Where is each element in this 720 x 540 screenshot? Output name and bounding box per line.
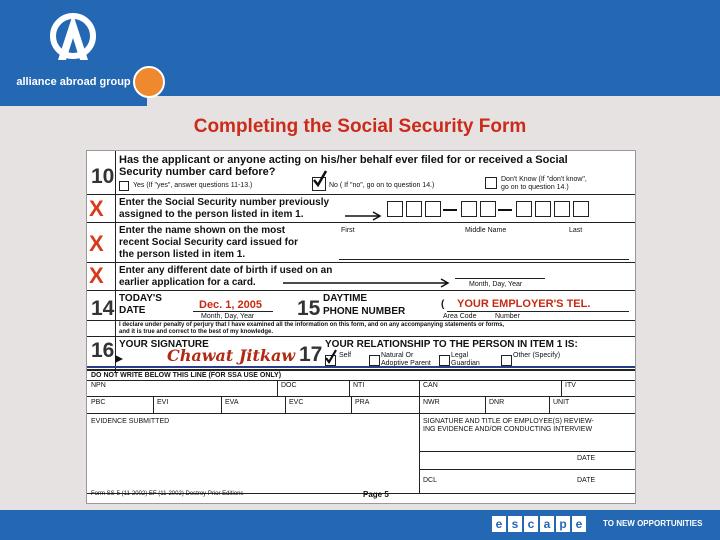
q15-label: PHONE NUMBER: [323, 306, 406, 317]
q15-paren: (: [441, 299, 445, 310]
todays-date-value[interactable]: Dec. 1, 2005: [199, 299, 262, 311]
office-cell-npn: NPN: [91, 382, 106, 389]
checkmark-icon: [324, 349, 338, 365]
cell-divider: [561, 380, 562, 396]
escape-letter: p: [556, 516, 570, 532]
q11-text: Enter the Social Security number previously: [119, 197, 330, 208]
row-divider: [87, 222, 635, 223]
employee-signature-label: ING EVIDENCE AND/OR CONDUCTING INTERVIEW: [423, 426, 593, 433]
q13-text: earlier application for a card.: [119, 277, 256, 288]
q10-question: Security number card before?: [119, 166, 276, 178]
office-cell-pbc: PBC: [91, 399, 106, 406]
q17-self-label: Self: [339, 352, 352, 359]
row-divider: [87, 380, 635, 381]
q12-middle-caption: Middle Name: [465, 227, 507, 234]
q16-number: 16: [91, 339, 115, 362]
office-cell-itv: ITV: [565, 382, 576, 389]
q17-number: 17: [299, 343, 323, 366]
cell-divider: [485, 396, 486, 413]
q12-text: recent Social Security card issued for: [119, 237, 298, 248]
q17-parent-label: Adoptive Parent: [381, 360, 431, 367]
page-title: Completing the Social Security Form: [193, 116, 527, 137]
phone-number-value[interactable]: YOUR EMPLOYER'S TEL.: [457, 298, 591, 310]
office-cell-doc: DOC: [281, 382, 297, 389]
arrow-right-icon: [345, 211, 385, 221]
office-cell-eva: EVA: [225, 399, 239, 406]
row-divider: [87, 290, 635, 291]
q13-date-line[interactable]: [455, 278, 545, 279]
q15-number-caption: Number: [495, 313, 520, 320]
q17-parent-label: Natural Or: [381, 352, 414, 359]
q12-first-caption: First: [341, 227, 355, 234]
row-divider: [87, 320, 635, 321]
office-cell-evc: EVC: [289, 399, 304, 406]
arrow-right-icon: [283, 278, 453, 288]
employee-signature-label: SIGNATURE AND TITLE OF EMPLOYEE(S) REVIEW-: [423, 418, 594, 425]
logo-text: alliance abroad group: [16, 76, 131, 88]
q15-number: 15: [297, 297, 321, 320]
q14-label: DATE: [119, 305, 146, 316]
q13-text: Enter any different date of birth if used on an: [119, 265, 333, 276]
q10-question: Has the applicant or anyone acting on his/her behalf ever filed for or received a Social: [119, 154, 568, 166]
footer-tagline: TO NEW OPPORTUNITIES: [603, 519, 703, 528]
q15-phone-line: [447, 311, 629, 312]
q17-label: YOUR RELATIONSHIP TO THE PERSON IN ITEM 1 IS:: [325, 339, 578, 350]
row-divider: [419, 451, 635, 452]
row-divider: [419, 469, 635, 470]
q11-text: assigned to the person listed in item 1.: [119, 209, 304, 220]
alliance-logo-icon: [48, 8, 98, 68]
form-number-footer: Form SS-5 (11-2002) EF (11-2002) Destroy Prior Editions: [91, 491, 244, 497]
q14-date-line: [193, 311, 273, 312]
ss5-form: [86, 150, 636, 504]
escape-logo: [492, 516, 586, 532]
escape-letter: e: [572, 516, 586, 532]
q10-yes-label: Yes (If "yes", answer questions 11-13.): [133, 182, 253, 189]
q10-number: 10: [91, 165, 115, 188]
cell-divider: [221, 396, 222, 413]
q17-guardian-label: Legal: [451, 352, 469, 359]
cell-divider: [153, 396, 154, 413]
q10-dontknow-checkbox[interactable]: [485, 177, 497, 189]
office-cell-nti: NTI: [353, 382, 365, 389]
q13-cross-mark: X: [89, 263, 104, 288]
q14-label: TODAY'S: [119, 293, 162, 304]
cell-divider: [285, 396, 286, 413]
q12-cross-mark: X: [89, 231, 104, 256]
q13-date-caption: Month, Day, Year: [469, 281, 523, 288]
q12-text: the person listed in item 1.: [119, 249, 246, 260]
q10-yes-checkbox[interactable]: [119, 181, 129, 191]
form-page-number: Page 5: [363, 490, 389, 499]
ssn-input-boxes[interactable]: [387, 201, 632, 219]
q17-parent-checkbox[interactable]: [369, 355, 380, 366]
triangle-arrow-icon: [115, 355, 123, 363]
logo-panel: [0, 0, 147, 106]
office-cell-can: CAN: [423, 382, 438, 389]
row-divider: [87, 194, 635, 195]
dcl-label: DCL: [423, 477, 438, 484]
office-cell-dnr: DNR: [489, 399, 505, 406]
q10-dontknow-label: go on to question 14.): [501, 184, 569, 191]
blue-ink-underline: [87, 366, 635, 368]
q15-area-caption: Area Code: [443, 313, 477, 320]
q17-guardian-label: Guardian: [451, 360, 480, 367]
declaration-text: and it is true and correct to the best of my knowledge.: [119, 329, 274, 335]
cell-divider: [349, 380, 350, 396]
q14-number: 14: [91, 297, 115, 320]
checkmark-icon: [312, 170, 328, 188]
office-cell-pra: PRA: [355, 399, 370, 406]
q17-other-checkbox[interactable]: [501, 355, 512, 366]
header-bar: [147, 0, 720, 96]
orange-circle-icon: [133, 66, 165, 98]
evidence-submitted-label: EVIDENCE SUBMITTED: [91, 418, 170, 425]
cell-divider: [419, 413, 420, 493]
cell-divider: [351, 396, 352, 413]
row-divider: [87, 262, 635, 263]
q12-name-line[interactable]: [339, 259, 629, 260]
q17-other-label: Other (Specify): [513, 352, 561, 359]
office-cell-unit: UNIT: [553, 399, 570, 406]
q15-label: DAYTIME: [323, 293, 368, 304]
date-label: DATE: [577, 455, 596, 462]
q10-no-checkbox[interactable]: [312, 177, 326, 191]
q17-guardian-checkbox[interactable]: [439, 355, 450, 366]
escape-letter: e: [492, 516, 506, 532]
applicant-signature[interactable]: Chawat Jitkaw: [167, 346, 296, 365]
office-use-header: DO NOT WRITE BELOW THIS LINE (FOR SSA USE ONLY): [91, 372, 282, 379]
escape-letter: a: [540, 516, 554, 532]
cell-divider: [549, 396, 550, 413]
cell-divider: [419, 380, 420, 413]
date-label: DATE: [577, 477, 596, 484]
q17-self-checkbox[interactable]: [325, 355, 336, 366]
q11-cross-mark: X: [89, 196, 104, 221]
q14-date-caption: Month, Day, Year: [201, 313, 255, 320]
row-divider: [87, 413, 635, 414]
q16-label: YOUR SIGNATURE: [119, 339, 209, 350]
office-cell-evi: EVI: [157, 399, 169, 406]
q10-dontknow-label: Don't Know (If "don't know",: [501, 176, 587, 183]
q12-last-caption: Last: [569, 227, 583, 234]
declaration-text: I declare under penalty of perjury that I have examined all the information on this form, and on any accompanying statements or forms,: [119, 322, 505, 328]
q12-text: Enter the name shown on the most: [119, 225, 286, 236]
cell-divider: [277, 380, 278, 396]
escape-letter: s: [508, 516, 522, 532]
row-divider: [87, 336, 635, 337]
row-divider: [87, 396, 635, 397]
escape-letter: c: [524, 516, 538, 532]
office-cell-nwr: NWR: [423, 399, 440, 406]
row-divider: [87, 369, 635, 371]
q10-no-label: No ( If "no", go on to question 14.): [329, 182, 435, 189]
